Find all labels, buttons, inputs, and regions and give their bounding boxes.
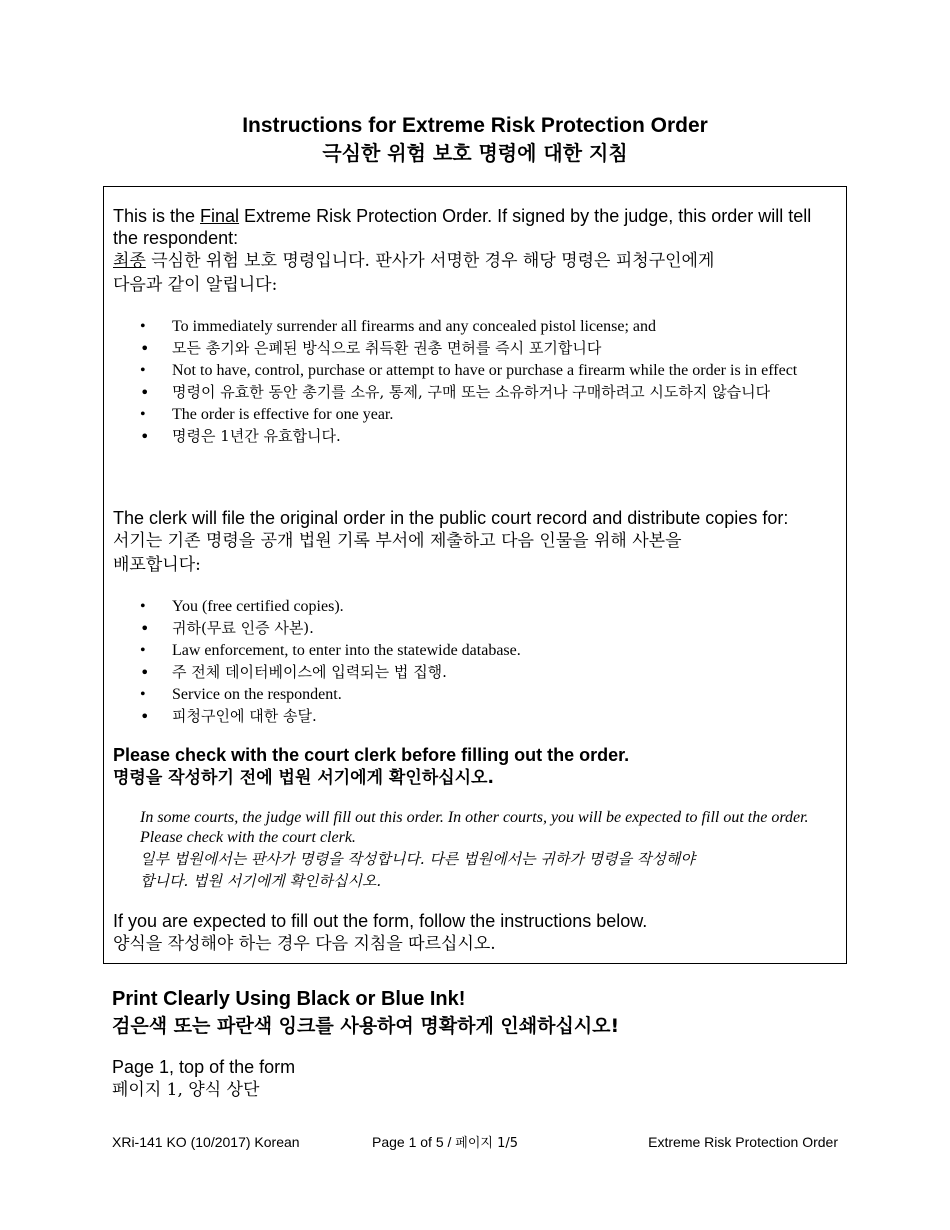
list-item: • 명령은 1년간 유효합니다.	[140, 426, 824, 447]
list-item: • 피청구인에 대한 송달.	[140, 706, 824, 727]
list-item: • 주 전체 데이터베이스에 입력되는 법 집행.	[140, 662, 824, 683]
order-effects-list	[140, 317, 824, 449]
list-item: • Not to have, control, purchase or attempt to have or purchase a firearm while the order is in effect	[140, 361, 824, 380]
follow-instructions	[113, 910, 838, 956]
clerk-korean-line1: 서기는 기존 명령을 공개 법원 기록 부서에 제출하고 다음 인물을 위해 사본을	[113, 531, 682, 551]
section-heading	[112, 1056, 295, 1102]
check-english: Please check with the court clerk before filling out the order.	[113, 745, 630, 765]
footer-form-id: XRi-141 KO (10/2017) Korean	[112, 1134, 300, 1150]
copy-recipients-list	[140, 597, 824, 729]
section-korean: 페이지 1, 양식 상단	[112, 1080, 260, 1100]
note-english: In some courts, the judge will fill out this order. In other courts, you will be expected to fill out the order. Please check with the court clerk.	[140, 809, 809, 846]
intro-korean-line1: 극심한 위험 보호 명령입니다. 판사가 서명한 경우 해당 명령은 피청구인에게	[145, 251, 715, 271]
instructions-box	[103, 186, 847, 964]
intro-korean-line2: 다음과 같이 알립니다:	[113, 275, 278, 295]
intro-korean-final-word: 최종	[113, 251, 146, 271]
check-clerk-notice	[113, 744, 838, 790]
clerk-paragraph	[113, 507, 838, 577]
list-item: • Service on the respondent.	[140, 685, 824, 704]
check-korean: 명령을 작성하기 전에 법원 서기에게 확인하십시오.	[113, 768, 494, 788]
footer-page-english: Page 1 of 5 /	[372, 1134, 456, 1150]
document-title	[0, 113, 950, 167]
section-english: Page 1, top of the form	[112, 1057, 296, 1077]
note-korean-line2: 합니다. 법원 서기에게 확인하십시오.	[140, 872, 382, 890]
intro-korean	[113, 249, 838, 273]
clerk-korean-line2: 배포합니다:	[113, 555, 201, 575]
intro-prefix: This is the	[113, 206, 201, 226]
list-item: • Law enforcement, to enter into the statewide database.	[140, 641, 824, 660]
follow-korean: 양식을 작성해야 하는 경우 다음 지침을 따르십시오.	[113, 934, 496, 954]
footer-page-korean: 페이지 1/5	[455, 1136, 519, 1151]
title-korean: 극심한 위험 보호 명령에 대한 지침	[322, 141, 628, 165]
footer-page-number	[372, 1134, 518, 1152]
intro-final-word: Final	[200, 206, 240, 226]
intro-english	[113, 205, 838, 249]
list-item: • 귀하(무료 인증 사본).	[140, 618, 824, 639]
footer-title: Extreme Risk Protection Order	[648, 1134, 838, 1150]
court-note	[140, 808, 828, 892]
list-item: • The order is effective for one year.	[140, 405, 824, 424]
print-korean: 검은색 또는 파란색 잉크를 사용하여 명확하게 인쇄하십시오!	[112, 1015, 620, 1037]
clerk-english: The clerk will file the original order in the public court record and distribute copies for:	[113, 508, 789, 528]
follow-english: If you are expected to fill out the form, follow the instructions below.	[113, 911, 648, 931]
list-item: • You (free certified copies).	[140, 597, 824, 616]
intro-suffix: Extreme Risk Protection Order. If signed by the judge, this order will tell the respondent:	[113, 206, 812, 248]
title-english: Instructions for Extreme Risk Protection Order	[242, 114, 708, 137]
list-item: • To immediately surrender all firearms and any concealed pistol license; and	[140, 317, 824, 336]
list-item: • 모든 총기와 은폐된 방식으로 취득환 권총 면허를 즉시 포기합니다	[140, 338, 824, 359]
intro-paragraph	[113, 205, 838, 297]
print-english: Print Clearly Using Black or Blue Ink!	[112, 988, 466, 1010]
print-clearly-heading	[112, 986, 619, 1040]
note-korean-line1: 일부 법원에서는 판사가 명령을 작성합니다. 다른 법원에서는 귀하가 명령을 작성해야	[140, 850, 695, 868]
list-item: • 명령이 유효한 동안 총기를 소유, 통제, 구매 또는 소유하거나 구매하려고 시도하지 않습니다	[140, 382, 824, 403]
